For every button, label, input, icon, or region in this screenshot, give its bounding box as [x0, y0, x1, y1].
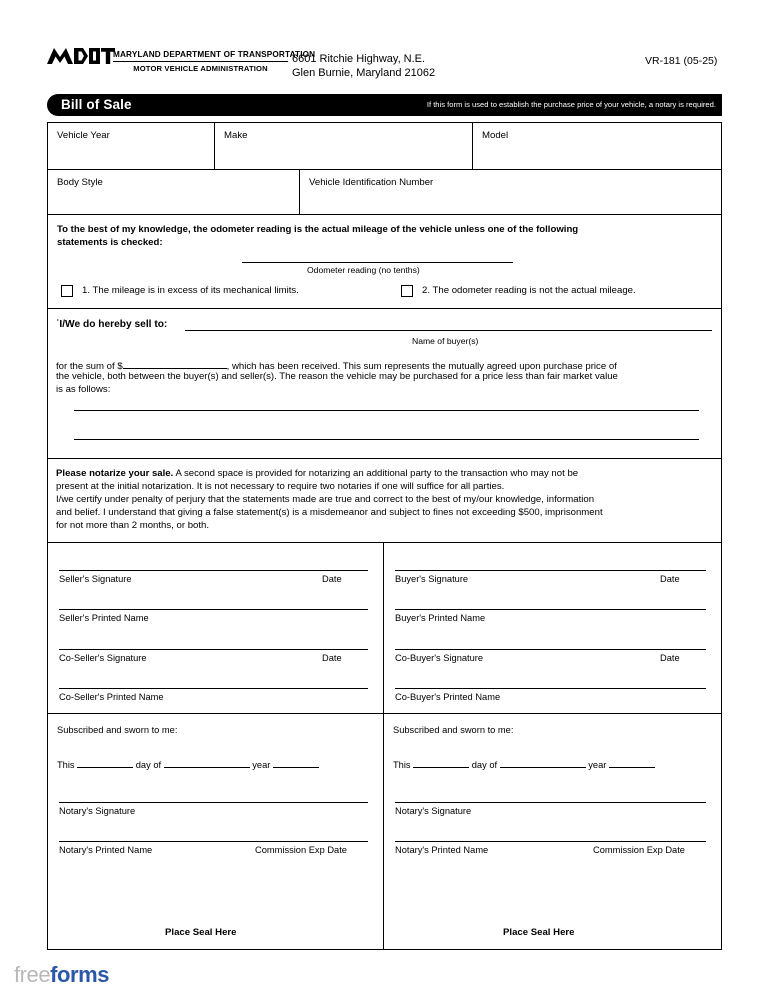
notary-block-left — [47, 713, 384, 950]
title-bar — [47, 94, 722, 116]
notary-right-subscribed-label: Subscribed and sworn to me: — [393, 725, 514, 735]
buyer-signature-block — [383, 542, 722, 714]
freeforms-logo-free: free — [14, 962, 51, 987]
address-line-2: Glen Burnie, Maryland 21062 — [292, 67, 436, 79]
notary-right-seal-label: Place Seal Here — [503, 927, 575, 938]
vin-label: Vehicle Identification Number — [309, 177, 434, 188]
notary-left-printed-name-line[interactable] — [59, 841, 368, 842]
notary-right-year-label: year — [588, 760, 607, 770]
buyer-signature-date-label: Date — [660, 574, 680, 584]
reason-blank-line-2[interactable] — [74, 439, 699, 440]
reason-blank-line-1[interactable] — [74, 410, 699, 411]
notary-left-date-line — [57, 757, 319, 770]
notarize-line-3: I/we certify under penalty of perjury that the statements made are true and correct to the best of my/our knowledge, information — [56, 494, 595, 505]
vehicle-model-field[interactable] — [472, 122, 722, 170]
sum-line-3: is as follows: — [56, 384, 111, 395]
co-seller-printed-name-label: Co-Seller's Printed Name — [59, 692, 164, 702]
notary-left-seal-label: Place Seal Here — [165, 927, 237, 938]
buyer-printed-name-line[interactable] — [395, 609, 706, 610]
notary-required-note: If this form is used to establish the purchase price of your vehicle, a notary is required. — [426, 100, 716, 109]
odometer-statement-line-2: statements is checked: — [57, 237, 163, 248]
agency-name-block — [113, 49, 316, 75]
sum-line-1-rest: , which has been received. This sum represents the mutually agreed upon purchase price of — [226, 361, 617, 372]
notary-right-year-blank[interactable] — [609, 757, 655, 768]
sum-prefix-text: for the sum of $ — [56, 361, 123, 372]
notary-right-day-blank[interactable] — [413, 757, 469, 768]
notary-right-signature-label: Notary's Signature — [395, 806, 472, 816]
odometer-reading-caption: Odometer reading (no tenths) — [307, 265, 420, 275]
notary-left-this-label: This — [57, 760, 75, 770]
notary-left-printed-name-label: Notary's Printed Name — [59, 845, 153, 855]
vehicle-model-label: Model — [482, 130, 509, 141]
freeforms-logo — [14, 962, 109, 988]
notarize-line-1 — [56, 467, 578, 480]
notary-left-day-blank[interactable] — [77, 757, 133, 768]
buyer-signature-label: Buyer's Signature — [395, 574, 469, 584]
sum-amount-blank[interactable] — [123, 357, 227, 369]
checkbox-not-actual-mileage-label: 2. The odometer reading is not the actual mileage. — [422, 285, 636, 296]
odometer-statement-line-1: To the best of my knowledge, the odometer reading is the actual mileage of the vehicle unless one of the following — [57, 224, 579, 235]
notary-left-day-of-label: day of — [135, 760, 162, 770]
vin-field[interactable] — [299, 169, 722, 215]
co-buyer-signature-line[interactable] — [395, 649, 706, 650]
notarize-line-1-rest: A second space is provided for notarizing an additional party to the transaction who may not be — [173, 468, 579, 479]
seller-signature-date-label: Date — [322, 574, 342, 584]
buyer-name-caption: Name of buyer(s) — [412, 336, 479, 346]
notary-left-month-blank[interactable] — [164, 757, 250, 768]
mdot-logo — [47, 46, 115, 66]
buyer-name-line[interactable] — [185, 330, 712, 331]
notary-right-this-label: This — [393, 760, 411, 770]
odometer-reading-line[interactable] — [242, 262, 513, 263]
notarize-heading: Please notarize your sale. — [56, 468, 174, 479]
notary-right-commission-label: Commission Exp Date — [593, 845, 685, 855]
vehicle-year-field[interactable] — [47, 122, 215, 170]
co-seller-signature-line[interactable] — [59, 649, 368, 650]
agency-address — [292, 52, 435, 80]
sum-line-2: the vehicle, both between the buyer(s) and seller(s). The reason the vehicle may be purchased for a price less than fair market value — [56, 371, 618, 382]
notarize-line-4: and belief. I understand that giving a false statement(s) is a misdemeanor and subject to fines not exceeding $500, imprisonment — [56, 507, 603, 518]
seller-signature-block — [47, 542, 384, 714]
freeforms-logo-forms: forms — [50, 962, 110, 987]
notarize-notice-section — [47, 458, 722, 543]
vehicle-make-label: Make — [224, 130, 248, 141]
notary-left-year-blank[interactable] — [273, 757, 319, 768]
checkbox-not-actual-mileage[interactable] — [401, 285, 413, 297]
co-seller-signature-date-label: Date — [322, 653, 342, 663]
page-title: Bill of Sale — [61, 97, 132, 112]
notary-right-signature-line[interactable] — [395, 802, 706, 803]
notarize-line-2: present at the initial notarization. It is not necessary to require two notaries if one will suffice for all parties. — [56, 481, 505, 492]
body-style-label: Body Style — [57, 177, 103, 188]
notary-left-signature-line[interactable] — [59, 802, 368, 803]
seller-signature-label: Seller's Signature — [59, 574, 132, 584]
buyer-printed-name-label: Buyer's Printed Name — [395, 613, 486, 623]
notary-left-year-label: year — [252, 760, 271, 770]
sale-section — [47, 308, 722, 459]
notary-right-printed-name-line[interactable] — [395, 841, 706, 842]
document-header — [0, 0, 768, 88]
agency-department-name: MARYLAND DEPARTMENT OF TRANSPORTATION — [113, 49, 288, 62]
odometer-section — [47, 214, 722, 309]
notary-right-month-blank[interactable] — [500, 757, 586, 768]
agency-division-name: MOTOR VEHICLE ADMINISTRATION — [133, 63, 268, 73]
vehicle-year-label: Vehicle Year — [57, 130, 110, 141]
buyer-signature-line[interactable] — [395, 570, 706, 571]
body-style-field[interactable] — [47, 169, 300, 215]
sell-to-label: ˙I/We do hereby sell to: — [56, 319, 168, 330]
co-seller-printed-name-line[interactable] — [59, 688, 368, 689]
address-line-1: 6601 Ritchie Highway, N.E. — [292, 53, 426, 65]
form-code: VR-181 (05-25) — [645, 55, 718, 67]
co-buyer-signature-label: Co-Buyer's Signature — [395, 653, 484, 663]
co-buyer-printed-name-line[interactable] — [395, 688, 706, 689]
notary-left-subscribed-label: Subscribed and sworn to me: — [57, 725, 178, 735]
co-buyer-printed-name-label: Co-Buyer's Printed Name — [395, 692, 501, 702]
notary-left-signature-label: Notary's Signature — [59, 806, 136, 816]
seller-printed-name-label: Seller's Printed Name — [59, 613, 149, 623]
notary-left-commission-label: Commission Exp Date — [255, 845, 347, 855]
notary-right-date-line — [393, 757, 655, 770]
checkbox-mechanical-limits[interactable] — [61, 285, 73, 297]
seller-printed-name-line[interactable] — [59, 609, 368, 610]
notarize-line-5: for not more than 2 months, or both. — [56, 520, 210, 531]
co-seller-signature-label: Co-Seller's Signature — [59, 653, 147, 663]
vehicle-make-field[interactable] — [214, 122, 473, 170]
notary-block-right — [383, 713, 722, 950]
co-buyer-signature-date-label: Date — [660, 653, 680, 663]
notary-right-day-of-label: day of — [471, 760, 498, 770]
notary-right-printed-name-label: Notary's Printed Name — [395, 845, 489, 855]
seller-signature-line[interactable] — [59, 570, 368, 571]
checkbox-mechanical-limits-label: 1. The mileage is in excess of its mechanical limits. — [82, 285, 299, 296]
